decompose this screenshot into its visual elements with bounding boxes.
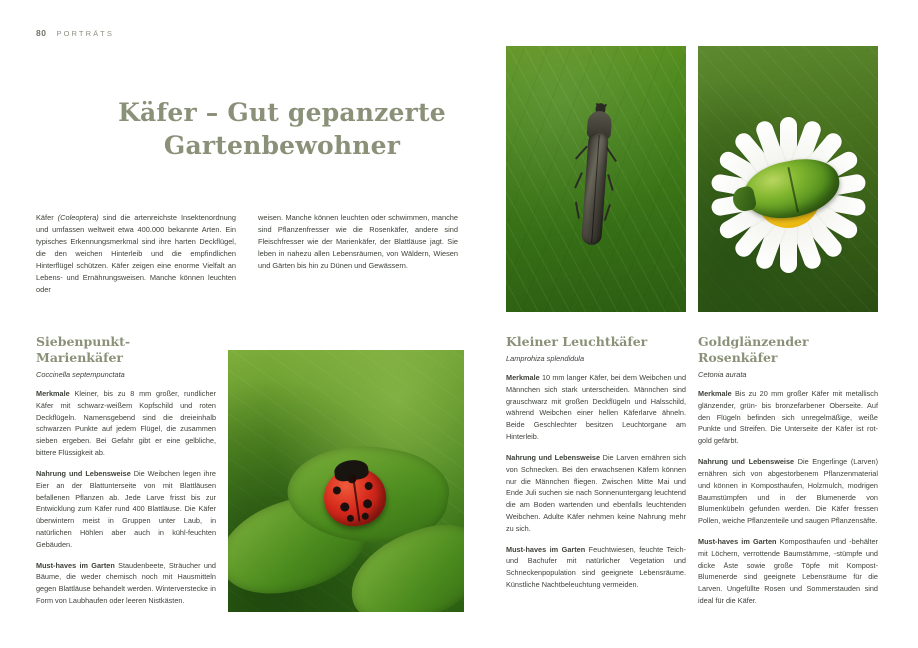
firefly-photo bbox=[506, 46, 686, 312]
section-body bbox=[698, 388, 878, 607]
paragraph-nahrung: Nahrung und Lebensweise Die Weibchen legen ihre Eier an der Blattunterseite von mit Blattläusen befallenen Pflanzen ab. Jede Larve frisst bis zur Entwicklung zum Käfer rund 400 Blattläuse. Die Käfer überwintern meist in Gruppen unter Laub, in natürlichen Höhlen aber auch in kühl-feuchten Gebäuden. bbox=[36, 468, 216, 549]
spot bbox=[362, 499, 372, 509]
leg bbox=[575, 145, 588, 159]
section-body bbox=[36, 388, 216, 607]
intro-text bbox=[36, 212, 464, 296]
section-latin-name: Lamprohiza splendidula bbox=[506, 354, 585, 363]
section-title: Kleiner Leuchtkäfer bbox=[506, 334, 648, 349]
paragraph-nahrung: Nahrung und Lebensweise Die Engerlinge (Larven) ernähren sich von abgestorbenem Pflanzenmaterial und können in Komposthaufen, Holzmulch, modrigen Baumstümpfen und in der Blumenerde von Blumenkübeln gefunden werden. Die Käfer fressen Pollen, weiche Pflanzenteile und saugen Pflanzensäfte. bbox=[698, 457, 878, 526]
spot bbox=[332, 486, 341, 495]
paragraph-merkmale: Merkmale Kleiner, bis zu 8 mm großer, rundlicher Käfer mit schwarz-weißem Kopfschild und roten Deckflügeln. Namensgebend sind die dreieinhalb schwarzen Punkte auf jedem Flügel, die zusammen sieben ergeben. Bei Gefahr gibt er eine gelbliche, bittere Flüssigkeit ab. bbox=[36, 389, 216, 458]
section-siebenpunkt-marienkaefer bbox=[36, 334, 216, 616]
paragraph-nahrung: Nahrung und Lebensweise Die Larven ernähren sich von Schnecken. Bei den erwachsenen Käfern können nur die Männchen fliegen. Zwischen Mitte Mai und Ende Juli suchen sie nach Sonnenuntergang leuchtend die am Boden wartenden und ebenfalls leuchtenden Weibchen. Adulte Käfer nehmen keine Nahrung mehr zu sich. bbox=[506, 452, 686, 533]
paragraph-lead: Merkmale bbox=[698, 389, 732, 398]
spot bbox=[361, 512, 369, 520]
spot bbox=[364, 481, 373, 490]
leg bbox=[604, 204, 611, 221]
intro-column-2: weisen. Manche können leuchten oder schwimmen, manche sind Pflanzenfresser wie die Rosenkäfer, andere sind Fleischfresser wie der Marienkäfer, der Blattläuse jagt. Sie leben in nahezu allen Lebensräumen, von Wäldern, Wiesen und Gärten bis hin zu Dünen und Gewässern. bbox=[258, 213, 458, 270]
section-title: Siebenpunkt-Marienkäfer bbox=[36, 334, 131, 365]
paragraph-lead: Nahrung und Lebensweise bbox=[506, 452, 601, 462]
ladybug-photo bbox=[228, 350, 464, 612]
section-latin-name: Cetonia aurata bbox=[698, 370, 747, 379]
paragraph-lead: Merkmale bbox=[506, 373, 540, 382]
paragraph-merkmale: Merkmale 10 mm langer Käfer, bei dem Weibchen und Männchen sich stark unterscheiden. Männchen sind grauschwarz mit großen Deckflügeln und Halsschild, während Weibchen einer hellen Käferlarve ähneln. Beide Geschlechter besitzen Leuchtorgane am Hinterleib. bbox=[506, 373, 686, 442]
leg bbox=[574, 172, 582, 188]
section-title: Goldglänzender Rosenkäfer bbox=[698, 334, 809, 365]
section-body bbox=[506, 372, 686, 591]
rose-chafer-photo bbox=[698, 46, 878, 312]
paragraph-musthaves: Must-haves im Garten Staudenbeete, Sträucher und Bäume, die weder chemisch noch mit Hausmitteln gegen Blattläuse behandelt werden. Winterverstecke in Form von Laubhaufen oder leeren Nistkästen. bbox=[36, 560, 216, 605]
paragraph-musthaves: Must-haves im Garten Feuchtwiesen, feuchte Teich- und Bachufer mit natürlicher Vegetation und Schneckenpopulation sind geeignete Lebensräume. Künstliche Nachtbeleuchtung vermeiden. bbox=[506, 544, 687, 589]
firefly-illustration bbox=[578, 98, 614, 249]
paragraph-lead: Must-haves im Garten bbox=[506, 544, 586, 554]
page-number: 80 bbox=[36, 28, 47, 38]
leg bbox=[607, 174, 613, 191]
spot bbox=[347, 474, 357, 484]
paragraph-lead: Must-haves im Garten bbox=[36, 560, 115, 570]
section-label: PORTRÄTS bbox=[56, 29, 114, 38]
section-latin-name: Coccinella septempunctata bbox=[36, 370, 125, 379]
paragraph-musthaves: Must-haves im Garten Komposthaufen und -behälter mit Löchern, verrottende Baumstämme, -stümpfe und dicke Äste sowie große Töpfe mit Kompost-Blumenerde sind geeignete Lebensräume für die Larven. Ungefüllte Rosen und Sommerstauden sind ideal für die Käfer. bbox=[698, 536, 879, 605]
daisy-illustration bbox=[698, 100, 878, 290]
spot bbox=[346, 514, 354, 522]
paragraph-merkmale: Merkmale Bis zu 20 mm großer Käfer mit metallisch glänzender, grün- bis bronzefarbener Oberseite. Auf den Flügeln befinden sich unregelmäßige, weiße Punkte und Streifen. Die Unterseite der Käfer ist rot-gold gefärbt. bbox=[698, 389, 878, 446]
page-header bbox=[36, 28, 114, 38]
leg bbox=[575, 201, 580, 218]
scientific-name: (Coleoptera) bbox=[57, 213, 99, 222]
intro-column-1: Käfer (Coleoptera) sind die artenreichste Insektenordnung und umfassen weltweit etwa 400.000 bekannte Arten. Ein typisches Erkennungsmerkmal sind ihre harten Deckflügel, die den weichen Hinterleib und die empfindlichen Hinterflügel schützen. Käfer zeigen eine enorme Vielfalt an Lebens- und Ernährungsweisen. Manche können leuchten oder bbox=[36, 213, 237, 294]
paragraph-lead: Merkmale bbox=[36, 389, 70, 398]
paragraph-lead: Must-haves im Garten bbox=[698, 536, 777, 546]
section-goldglaenzender-rosenkaefer bbox=[698, 334, 878, 616]
paragraph-lead: Nahrung und Lebensweise bbox=[698, 457, 795, 467]
section-kleiner-leuchtkaefer bbox=[506, 334, 686, 600]
page-title: Käfer – Gut gepanzerte Gartenbewohner bbox=[118, 98, 446, 160]
spot bbox=[340, 502, 350, 512]
paragraph-lead: Nahrung und Lebensweise bbox=[36, 468, 131, 478]
